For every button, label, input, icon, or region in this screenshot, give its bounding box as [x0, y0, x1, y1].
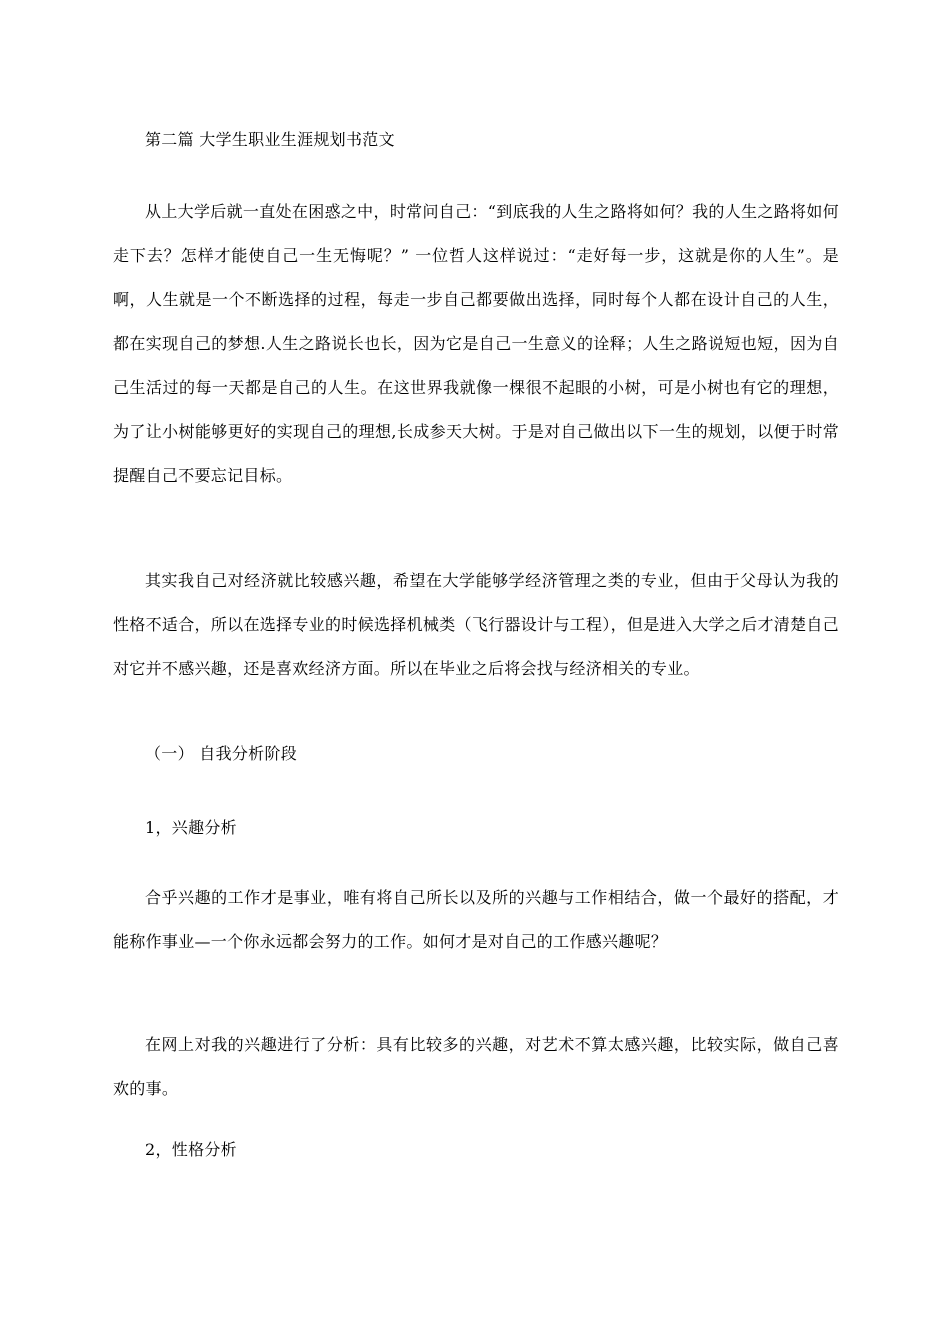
online-analysis-paragraph: 在网上对我的兴趣进行了分析：具有比较多的兴趣，对艺术不算太感兴趣，比较实际，做自己喜欢的事。: [113, 1035, 839, 1098]
section-heading: （一） 自我分析阶段: [145, 744, 298, 763]
subheading-personality-analysis: 2，性格分析: [145, 1140, 237, 1159]
interest-paragraph: 合乎兴趣的工作才是事业，唯有将自己所长以及所的兴趣与工作相结合，做一个最好的搭配，才能称作事业—一个你永远都会努力的工作。如何才是对自己的工作感兴趣呢？: [113, 888, 839, 951]
subheading-interest-analysis: 1，兴趣分析: [145, 818, 237, 837]
intro-paragraph: 从上大学后就一直处在困惑之中，时常问自己：“到底我的人生之路将如何？我的人生之路将如何走下去？怎样才能使自己一生无悔呢？” 一位哲人这样说过：“走好每一步，这就是你的人生”。是啊，人生就是一个不断选择的过程，每走一步自己都要做出选择，同时每个人都在设计自己的人生，都在实现自己的梦想.人生之路说长也长，因为它是自己一生意义的诠释；人生之路说短也短，因为自己生活过的每一天都是自己的人生。在这世界我就像一棵很不起眼的小树，可是小树也有它的理想，为了让小树能够更好的实现自己的理想,长成参天大树。于是对自己做出以下一生的规划，以便于时常提醒自己不要忘记目标。: [113, 202, 839, 485]
background-paragraph: 其实我自己对经济就比较感兴趣，希望在大学能够学经济管理之类的专业，但由于父母认为我的性格不适合，所以在选择专业的时候选择机械类（飞行器设计与工程），但是进入大学之后才清楚自己对它并不感兴趣，还是喜欢经济方面。所以在毕业之后将会找与经济相关的专业。: [113, 571, 839, 678]
document-title: 第二篇 大学生职业生涯规划书范文: [145, 130, 395, 149]
